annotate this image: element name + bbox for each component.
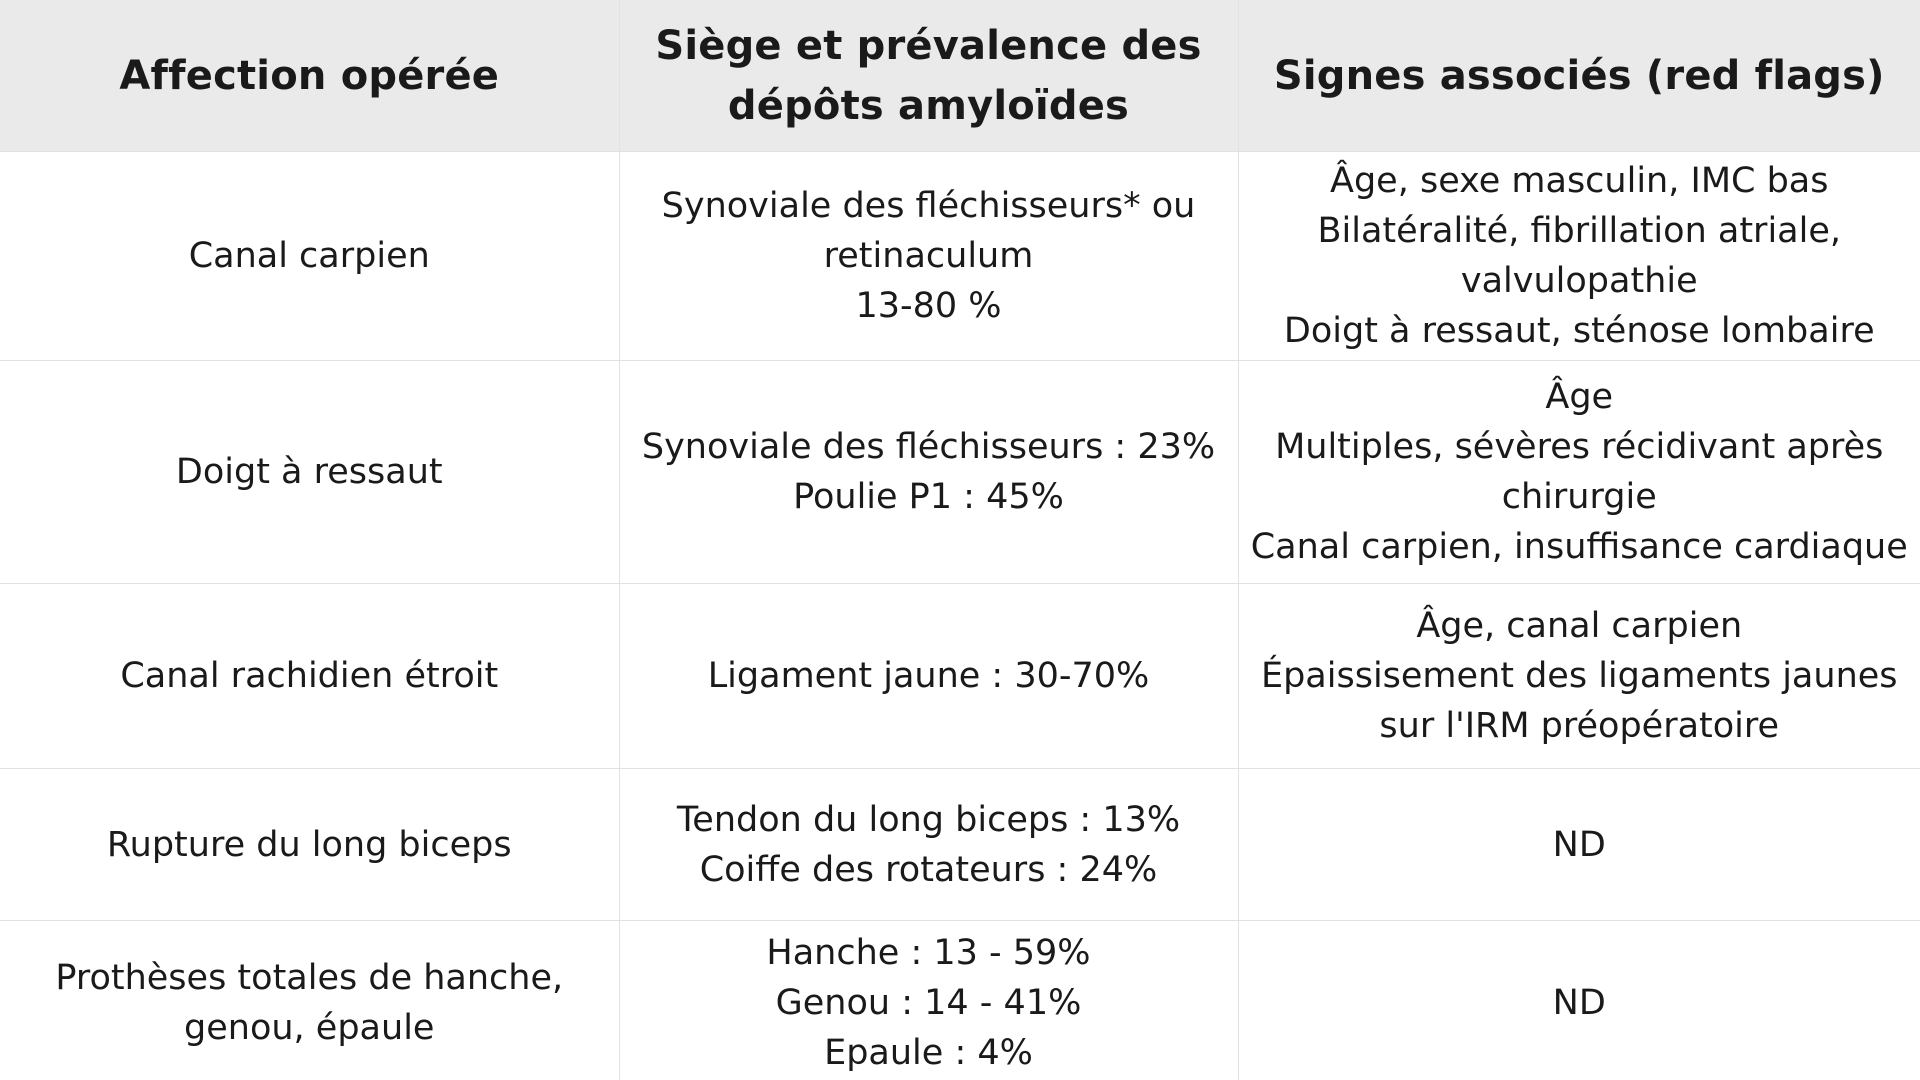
cell-affection: Canal rachidien étroit xyxy=(0,584,619,769)
cell-affection: Rupture du long biceps xyxy=(0,769,619,921)
cell-siege: Synoviale des fléchisseurs : 23% Poulie P1 : 45% xyxy=(619,361,1238,584)
cell-siege: Synoviale des fléchisseurs* ou retinaculum 13-80 % xyxy=(619,152,1238,361)
table-row xyxy=(0,769,1920,921)
cell-affection: Canal carpien xyxy=(0,152,619,361)
table-row xyxy=(0,152,1920,361)
cell-affection: Doigt à ressaut xyxy=(0,361,619,584)
cell-siege: Hanche : 13 - 59% Genou : 14 - 41% Epaule : 4% xyxy=(619,921,1238,1080)
table-row xyxy=(0,361,1920,584)
cell-siege: Tendon du long biceps : 13% Coiffe des rotateurs : 24% xyxy=(619,769,1238,921)
table-row xyxy=(0,921,1920,1080)
cell-signes: Âge, canal carpien Épaissisement des ligaments jaunes sur l'IRM préopératoire xyxy=(1238,584,1920,769)
cell-signes: Âge Multiples, sévères récidivant après chirurgie Canal carpien, insuffisance cardiaque xyxy=(1238,361,1920,584)
header-siege-prevalence: Siège et prévalence des dépôts amyloïdes xyxy=(619,0,1238,152)
header-row xyxy=(0,0,1920,152)
cell-siege: Ligament jaune : 30-70% xyxy=(619,584,1238,769)
cell-affection: Prothèses totales de hanche, genou, épaule xyxy=(0,921,619,1080)
header-affection: Affection opérée xyxy=(0,0,619,152)
cell-signes: ND xyxy=(1238,921,1920,1080)
cell-signes: Âge, sexe masculin, IMC bas Bilatéralité, fibrillation atriale, valvulopathie Doigt à ressaut, sténose lombaire xyxy=(1238,152,1920,361)
table-row xyxy=(0,584,1920,769)
cell-signes: ND xyxy=(1238,769,1920,921)
header-signes-associes: Signes associés (red flags) xyxy=(1238,0,1920,152)
